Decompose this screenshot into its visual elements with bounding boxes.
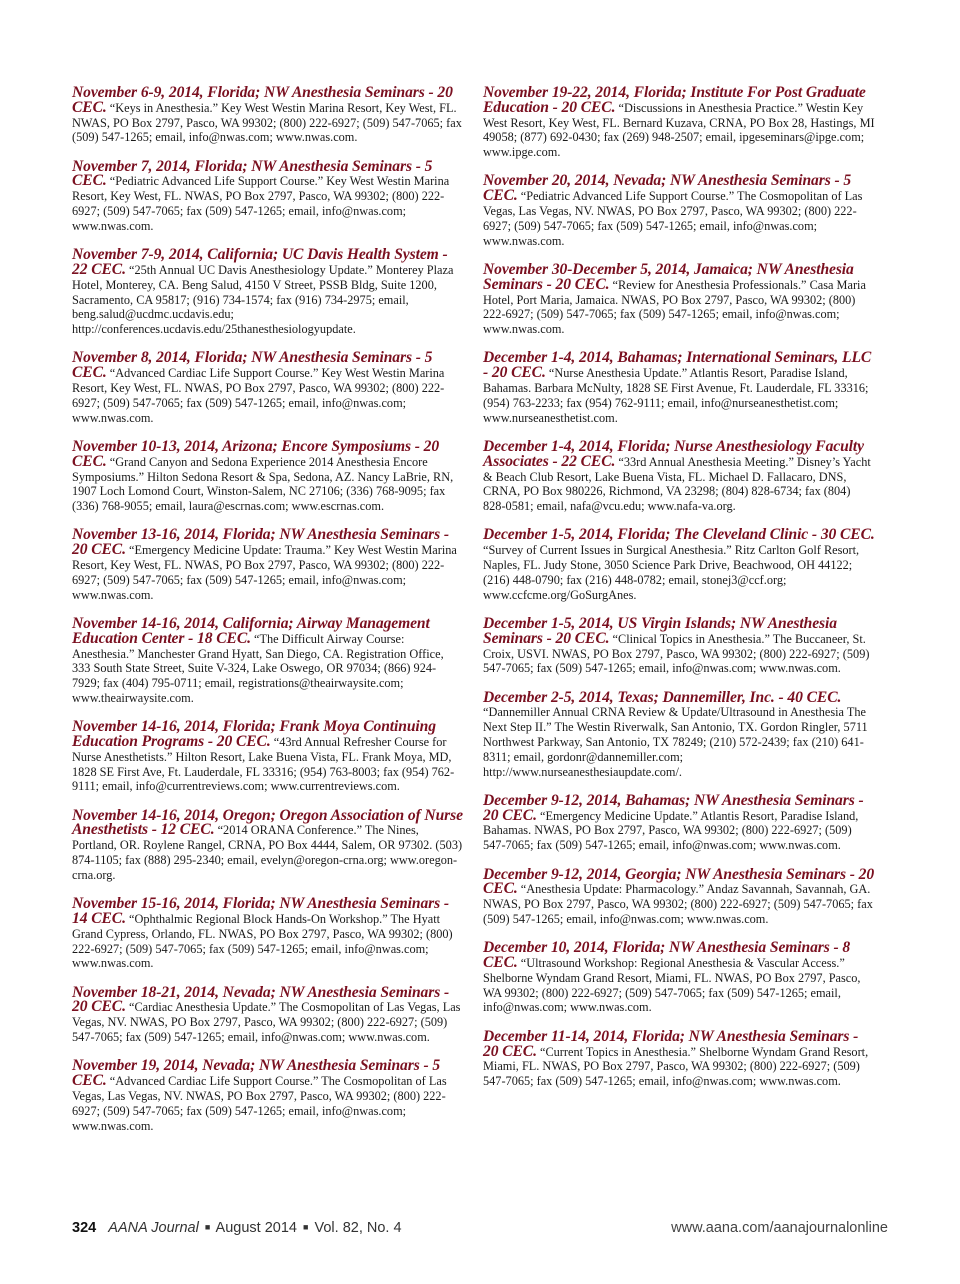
event-heading: December 10, 2014, Florida; NW Anesthesia Seminars - 8 CEC. bbox=[483, 939, 851, 972]
event-listing bbox=[72, 720, 464, 794]
event-heading: December 1-5, 2014, Florida; The Cleveland Clinic - 30 CEC. bbox=[483, 526, 875, 544]
separator-glyph: ■ bbox=[303, 1222, 309, 1232]
event-listing bbox=[483, 437, 875, 514]
event-details: “Emergency Medicine Update.” Atlantis Resort, Paradise Island, Bahamas. NWAS, PO Box 2797, Pasco, WA 99302; (800) 222-6927; (509) 547-7065; fax (509) 547-1265; email, info@nwas.com; www.nwas.com. bbox=[483, 808, 859, 853]
journal-name: AANA Journal bbox=[108, 1220, 199, 1236]
separator-glyph: ■ bbox=[204, 1222, 211, 1232]
event-heading: November 7-9, 2014, California; UC Davis Health System - 22 CEC. bbox=[72, 246, 448, 278]
event-listing bbox=[72, 351, 464, 425]
event-details: “Review for Anesthesia Professionals.” Casa Maria Hotel, Port Maria, Jamaica. NWAS, PO Box 2797, Pasco, WA 99302; (800) 222-6927; (509) 547-7065; fax (509) 547-1265; email, info@nwas.com; www.nwas.com. bbox=[483, 277, 866, 337]
event-heading: December 1-4, 2014, Florida; Nurse Anesthesiology Faculty Associates - 22 CEC. bbox=[483, 437, 864, 470]
event-listing bbox=[483, 791, 875, 853]
event-listing bbox=[483, 86, 875, 160]
event-details: “Current Topics in Anesthesia.” Shelborne Wyndam Grand Resort, Miami, FL. NWAS, PO Box 2797, Pasco, WA 99302; (800) 222-6927; (509) 547-7065; fax (509) 547-1265; email, info@nwas.com; www.nwas.com. bbox=[483, 1044, 869, 1089]
event-details: “Emergency Medicine Update: Trauma.” Key West Westin Marina Resort, Key West, FL. NWAS, PO Box 2797, Pasco, WA 99302; (800) 222-6927; (509) 547-7065; fax (509) 547-1265; email, info@nwas.com; www.nwas.com. bbox=[72, 543, 457, 602]
event-listing bbox=[72, 897, 464, 971]
event-listing bbox=[483, 260, 875, 337]
event-listing bbox=[72, 528, 464, 602]
event-heading: December 1-4, 2014, Bahamas; International Seminars, LLC - 20 CEC. bbox=[483, 349, 872, 382]
volume-issue: Vol. 82, No. 4 bbox=[314, 1220, 402, 1236]
left-column bbox=[72, 86, 464, 1148]
event-details: “Discussions in Anesthesia Practice.” Westin Key West Resort, Key West, FL. Bernard Kuzava, CRNA, PO Box 28, Hastings, MI 49058; (877) 692-0430; fax (269) 948-2507; email, ipgeseminars@ipge.com; www.ipge.com. bbox=[483, 100, 875, 160]
right-column bbox=[483, 86, 875, 1103]
event-listing bbox=[72, 806, 464, 883]
event-listing bbox=[483, 351, 875, 425]
event-details: “25th Annual UC Davis Anesthesiology Update.” Monterey Plaza Hotel, Monterey, CA. Beng Salud, 4150 V Street, PSSB Bldg, Suite 1200, Sacramento, CA 95817; (916) 734-1574; fax (916) 734-2975; email, beng.salud@ucdmc.ucdavis.edu; http://conferences.ucdavis.edu/25thanesthesiologyupdate. bbox=[72, 262, 454, 337]
journal-url[interactable]: www.aana.com/aanajournalonline bbox=[671, 1220, 888, 1236]
event-details: “2014 ORANA Conference.” The Nines, Portland, OR. Roylene Rangel, CRNA, PO Box 4444, Salem, OR 97302. (503) 874-1105; fax (888) 295-2340; email, evelyn@oregon-crna.org; www.oregon-crna.org. bbox=[72, 823, 463, 882]
event-details: “Keys in Anesthesia.” Key West Westin Marina Resort, Key West, FL. NWAS, PO Box 2797, Pasco, WA 99302; (800) 222-6927; (509) 547-7065; fax (509) 547-1265; email, info@nwas.com; www.nwas.com. bbox=[72, 100, 462, 145]
event-details: “Advanced Cardiac Life Support Course.” Key West Westin Marina Resort, Key West, FL. NWAS, PO Box 2797, Pasco, WA 99302; (800) 222-6927; (509) 547-7065; fax (509) 547-1265; email, info@nwas.com; www.nwas.com. bbox=[72, 366, 445, 425]
event-details: “33rd Annual Anesthesia Meeting.” Disney’s Yacht & Beach Club Resort, Lake Buena Vista, FL. Michael D. Fallacaro, DNS, CRNA, PO Box 980226, Richmond, VA 23298; (804) 828-6734; fax (804) 828-0581; email, nafa@vcu.edu; www.nafa-va.org. bbox=[483, 454, 871, 514]
event-listing bbox=[483, 174, 875, 248]
issue-date: August 2014 bbox=[215, 1220, 297, 1236]
event-details: “The Difficult Airway Course: Anesthesia.” Manchester Grand Hyatt, San Diego, CA. Registration Office, 333 South State Street, Suite V-324, Lake Oswego, OR 97034; (866) 924-7929; fax (404) 795-0711; email, registrations@theairwaysite.com; www.theairwaysite.com. bbox=[72, 631, 444, 705]
event-heading: December 9-12, 2014, Georgia; NW Anesthesia Seminars - 20 CEC. bbox=[483, 865, 875, 898]
event-heading: November 6-9, 2014, Florida; NW Anesthesia Seminars - 20 CEC. bbox=[72, 84, 453, 116]
event-heading: November 8, 2014, Florida; NW Anesthesia Seminars - 5 CEC. bbox=[72, 349, 433, 382]
event-heading: December 11-14, 2014, Florida; NW Anesthesia Seminars - 20 CEC. bbox=[483, 1027, 859, 1060]
event-listing bbox=[72, 86, 464, 145]
event-details: “Pediatric Advanced Life Support Course.” Key West Westin Marina Resort, Key West, FL. NWAS, PO Box 2797, Pasco, WA 99302; (800) 222-6927; (509) 547-7065; fax (509) 547-1265; email, info@nwas.com; www.nwas.com. bbox=[72, 174, 450, 233]
event-details: “Dannemiller Annual CRNA Review & Update/Ultrasound in Anesthesia The Next Step II.” The Westin Riverwalk, San Antonio, TX. Gordon Ringler, 5711 Northwest Parkway, San Antonio, TX 78249; (210) 572-2439; fax (210) 641-8311; email, gordonr@dannemiller.com; http://www.nurseanesthesiaupdate.com/. bbox=[483, 705, 868, 779]
event-heading: November 20, 2014, Nevada; NW Anesthesia Seminars - 5 CEC. bbox=[483, 172, 852, 205]
event-details: “Anesthesia Update: Pharmacology.” Andaz Savannah, Savannah, GA. NWAS, PO Box 2797, Pasco, WA 99302; (800) 222-6927; (509) 547-7065; fax (509) 547-1265; email, info@nwas.com; www.nwas.com. bbox=[483, 882, 873, 926]
event-details: “Pediatric Advanced Life Support Course.” The Cosmopolitan of Las Vegas, Las Vegas, NV. NWAS, PO Box 2797, Pasco, WA 99302; (800) 222-6927; (509) 547-7065; fax (509) 547-1265; email, info@nwas.com; www.nwas.com. bbox=[483, 189, 863, 248]
event-listing bbox=[483, 941, 875, 1015]
event-listing bbox=[72, 983, 464, 1045]
event-details: “Advanced Cardiac Life Support Course.” The Cosmopolitan of Las Vegas, Las Vegas, NV. NWAS, PO Box 2797, Pasco, WA 99302; (800) 222-6927; (509) 547-7065; fax (509) 547-1265; email, info@nwas.com; www.nwas.com. bbox=[72, 1074, 447, 1133]
event-heading: December 9-12, 2014, Bahamas; NW Anesthesia Seminars - 20 CEC. bbox=[483, 791, 864, 824]
event-heading: November 15-16, 2014, Florida; NW Anesthesia Seminars - 14 CEC. bbox=[72, 895, 449, 927]
event-listing bbox=[483, 865, 875, 927]
page-number: 324 bbox=[72, 1220, 97, 1236]
event-listing bbox=[72, 157, 464, 234]
event-heading: November 7, 2014, Florida; NW Anesthesia Seminars - 5 CEC. bbox=[72, 157, 433, 190]
event-heading: November 13-16, 2014, Florida; NW Anesthesia Seminars - 20 CEC. bbox=[72, 526, 449, 559]
event-heading: November 19-22, 2014, Florida; Institute For Post Graduate Education - 20 CEC. bbox=[483, 84, 866, 116]
event-details: “Ophthalmic Regional Block Hands-On Workshop.” The Hyatt Grand Cypress, Orlando, FL. NWAS, PO Box 2797, Pasco, WA 99302; (800) 222-6927; (509) 547-7065; fax (509) 547-1265; email, info@nwas.com; www.nwas.com. bbox=[72, 911, 453, 971]
event-listing bbox=[72, 248, 464, 337]
event-heading: November 30-December 5, 2014, Jamaica; NW Anesthesia Seminars - 20 CEC. bbox=[483, 260, 854, 293]
event-heading: November 14-16, 2014, Oregon; Oregon Association of Nurse Anesthetists - 12 CEC. bbox=[72, 806, 463, 839]
event-details: “Cardiac Anesthesia Update.” The Cosmopolitan of Las Vegas, Las Vegas, NV. NWAS, PO Box 2797, Pasco, WA 99302; (800) 222-6927; (509) 547-7065; fax (509) 547-1265; email, info@nwas.com; www.nwas.com. bbox=[72, 1000, 461, 1045]
event-heading: November 10-13, 2014, Arizona; Encore Symposiums - 20 CEC. bbox=[72, 437, 440, 470]
event-listing bbox=[72, 1059, 464, 1133]
event-listing bbox=[72, 437, 464, 514]
event-details: “Survey of Current Issues in Surgical Anesthesia.” Ritz Carlton Golf Resort, Naples, FL. Judy Stone, 3050 Science Park Drive, Beachwood, OH 44122; (216) 448-0790; fax (216) 448-0782; email, stonej3@ccf.org; www.ccfcme.org/GoSurgAnes. bbox=[483, 543, 860, 602]
event-listing bbox=[72, 614, 464, 706]
event-details: “Clinical Topics in Anesthesia.” The Buccaneer, St. Croix, USVI. NWAS, PO Box 2797, Pasco, WA 99302; (800) 222-6927; (509) 547-7065; fax (509) 547-1265; email, info@nwas.com; www.nwas.com. bbox=[483, 631, 870, 676]
event-heading: November 14-16, 2014, California; Airway Management Education Center - 18 CEC. bbox=[72, 614, 430, 647]
event-heading: November 18-21, 2014, Nevada; NW Anesthesia Seminars - 20 CEC. bbox=[72, 983, 450, 1016]
event-heading: December 1-5, 2014, US Virgin Islands; NW Anesthesia Seminars - 20 CEC. bbox=[483, 614, 837, 647]
event-listing bbox=[483, 1027, 875, 1089]
event-details: “Ultrasound Workshop: Regional Anesthesia & Vascular Access.” Shelborne Wyndam Grand Resort, Miami, FL. NWAS, PO Box 2797, Pasco, WA 99302; (800) 222-6927; (509) 547-7065; fax (509) 547-1265; email, info@nwas.com; www.nwas.com. bbox=[483, 956, 861, 1015]
page-footer bbox=[72, 1220, 888, 1240]
event-heading: November 14-16, 2014, Florida; Frank Moya Continuing Education Programs - 20 CEC. bbox=[72, 718, 436, 750]
event-details: “Grand Canyon and Sedona Experience 2014 Anesthesia Encore Symposiums.” Hilton Sedona Resort & Spa, Sedona, AZ. Nancy LaBrie, RN, 1907 Loch Lomond Court, Winston-Salem, NC 27106; (336) 768-9095; fax (336) 768-9055; email, laura@escrnas.com; www.escrnas.com. bbox=[72, 454, 454, 514]
event-listing bbox=[483, 688, 875, 780]
event-listing bbox=[483, 614, 875, 676]
event-heading: November 19, 2014, Nevada; NW Anesthesia Seminars - 5 CEC. bbox=[72, 1057, 441, 1090]
event-details: “43rd Annual Refresher Course for Nurse Anesthetists.” Hilton Resort, Lake Buena Vista, FL. Frank Moya, MD, 1828 SE First Ave, Ft. Lauderdale, FL 33316; (954) 763-8003; fax (954) 762-9111; email, info@currentreviews.com; www.currentreviews.com. bbox=[72, 734, 455, 794]
event-listing bbox=[483, 528, 875, 602]
event-details: “Nurse Anesthesia Update.” Atlantis Resort, Paradise Island, Bahamas. Barbara McNulty, 1828 SE First Avenue, Ft. Lauderdale, FL 33316; (954) 763-2233; fax (954) 762-9111; email, info@nurseanesthetist.com; www.nurseanesthetist.com. bbox=[483, 366, 869, 425]
event-heading: December 2-5, 2014, Texas; Dannemiller, Inc. - 40 CEC. bbox=[483, 688, 842, 706]
